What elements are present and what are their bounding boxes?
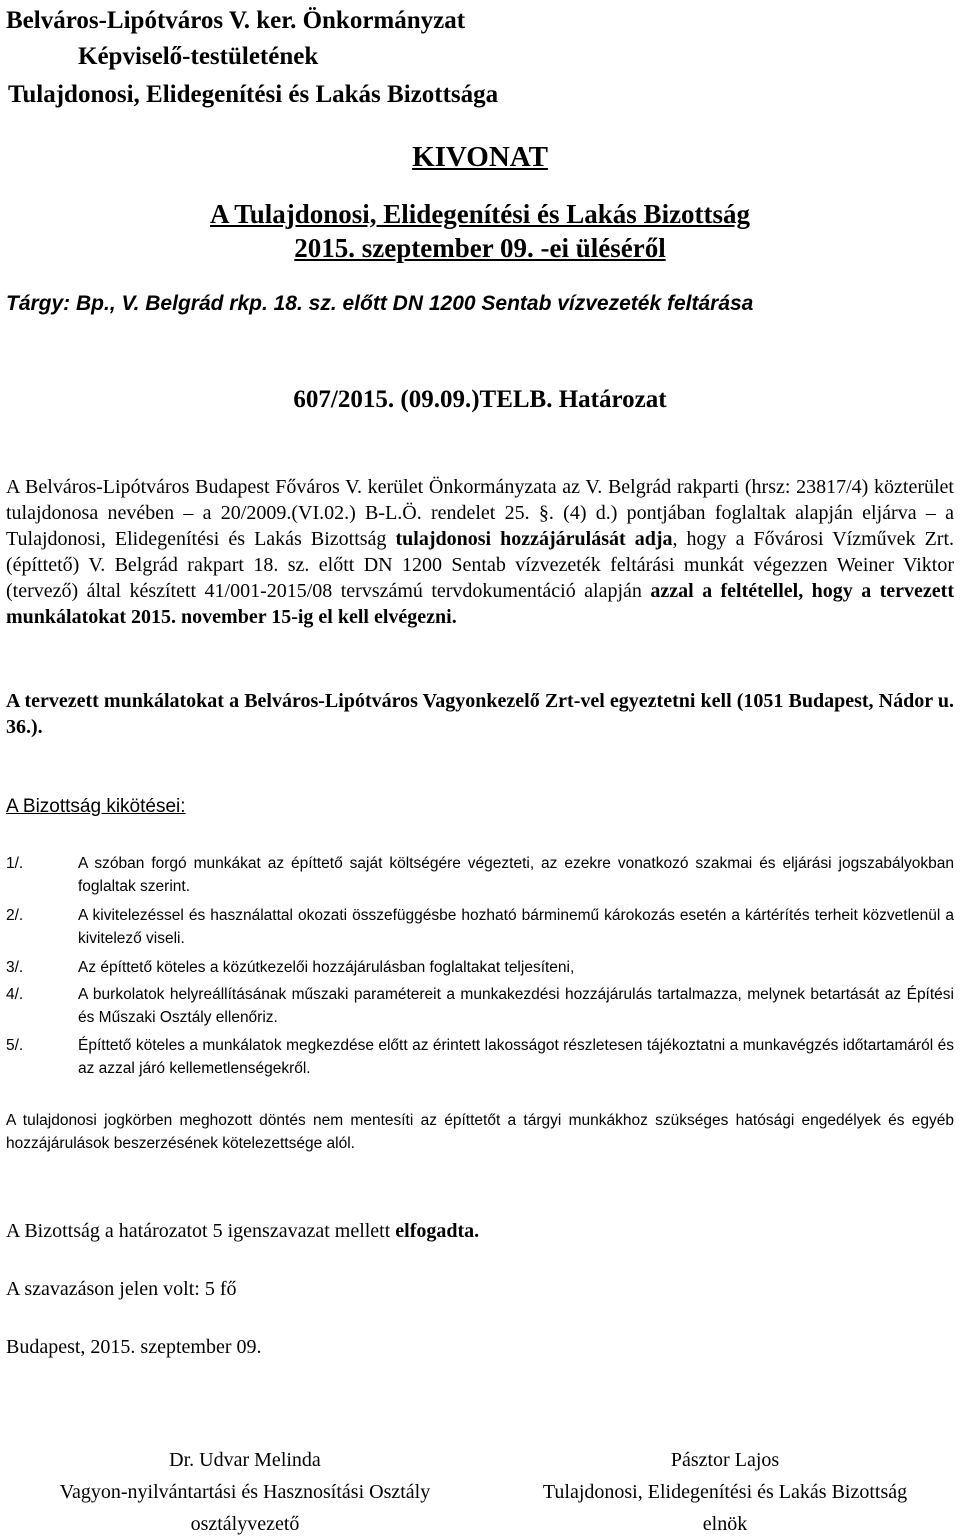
signatory-name: Dr. Udvar Melinda (169, 1449, 321, 1471)
signatory-department: Tulajdonosi, Elidegenítési és Lakás Bizottság (542, 1481, 908, 1503)
resolution-text-condition: azzal a feltétellel, hogy a tervezett munkálatokat 2015. november 15-ig el kell elvégezni. (6, 580, 954, 628)
condition-number: 1/. (6, 855, 24, 872)
signature-block-right (490, 1447, 960, 1537)
vote-result (6, 1218, 479, 1244)
condition-text: Az építtető köteles a közútkezelői hozzájárulásban foglaltakat teljesíteni, (78, 959, 575, 976)
condition-number: 5/. (6, 1037, 24, 1054)
condition-number: 2/. (6, 907, 24, 924)
ownership-note: A tulajdonosi jogkörben meghozott döntés nem mentesíti az építtetőt a tárgyi munkákhoz szükséges hatósági engedélyek és egyéb hozzájárulások beszerzésének kötelezettsége alól. (6, 1112, 954, 1152)
condition-text: A kivitelezéssel és használattal okozati összefüggésbe hozható bárminemű károkozás esetén a kártérítés terheit közvetlenül a kivitelező viseli. (78, 907, 954, 947)
signatory-title: elnök (702, 1513, 748, 1535)
conditions-heading: A Bizottság kikötései: (6, 796, 186, 817)
header-line-1: Belváros-Lipótváros V. ker. Önkormányzat (6, 7, 466, 34)
document-date: Budapest, 2015. szeptember 09. (6, 1336, 262, 1358)
header-line-3: Tulajdonosi, Elidegenítési és Lakás Bizottsága (8, 81, 499, 108)
document-title: KIVONAT (412, 141, 548, 173)
signatory-department: Vagyon-nyilvántartási és Hasznosítási Osztály (59, 1481, 431, 1503)
subject-line: Tárgy: Bp., V. Belgrád rkp. 18. sz. előtt DN 1200 Sentab vízvezeték feltárása (6, 292, 754, 315)
signature-block-left (0, 1447, 490, 1537)
vote-result-text: A Bizottság a határozatot 5 igenszavazat mellett (6, 1220, 396, 1242)
condition-text: A burkolatok helyreállításának műszaki paramétereit a munkakezdési hozzájárulás tartalmazza, melynek betartását az Építési és Műszaki Osztály ellenőriz. (78, 986, 954, 1026)
condition-number: 3/. (6, 959, 24, 976)
condition-text: Építtető köteles a munkálatok megkezdése előtt az érintett lakosságot részletesen tájékoztatni a munkavégzés időtartamáról és az azzal járó kellemetlenségekről. (78, 1037, 954, 1077)
document-subtitle-date: 2015. szeptember 09. -ei üléséről (294, 233, 666, 263)
resolution-text-part-2: , hogy a Fővárosi Vízművek Zrt. (építtető) V. Belgrád rakpart 18. sz. előtt DN 1200 Sentab vízvezeték feltárási munkát végezzen Weiner Viktor (tervező) által készített 41/001-2015/08 tervszámú tervdokumentáció alapján (6, 528, 955, 602)
resolution-number: 607/2015. (09.09.)TELB. Határozat (293, 386, 667, 413)
resolution-text-consent: tulajdonosi hozzájárulását adja (395, 528, 673, 550)
resolution-paragraph (6, 474, 954, 630)
header-line-2: Képviselő-testületének (78, 43, 319, 70)
document-subtitle-committee: A Tulajdonosi, Elidegenítési és Lakás Bizottság (209, 199, 751, 229)
signatory-name: Pásztor Lajos (670, 1449, 780, 1471)
condition-number: 4/. (6, 986, 24, 1003)
condition-text: A szóban forgó munkákat az építtető saját költségére végezteti, az ezekre vonatkozó szakmai és eljárási jogszabályokban foglaltak szerint. (78, 855, 954, 895)
resolution-text-part-1: A Belváros-Lipótváros Budapest Főváros V. kerület Önkormányzata az V. Belgrád rakparti (hrsz: 23817/4) közterület tulajdonosa nevében – a 20/2009.(VI.02.) B-L.Ö. rendelet 25. §. (4) d.) pontjában foglaltak alapján eljárva – a Tulajdonosi, Elidegenítési és Lakás Bizottság (6, 476, 954, 550)
vote-result-accepted: elfogadta. (395, 1220, 480, 1242)
coordination-paragraph: A tervezett munkálatokat a Belváros-Lipótváros Vagyonkezelő Zrt-vel egyeztetni kell (1051 Budapest, Nádor u. 36.). (6, 690, 954, 738)
vote-present: A szavazáson jelen volt: 5 fő (6, 1278, 237, 1300)
signatory-title: osztályvezető (190, 1513, 300, 1535)
